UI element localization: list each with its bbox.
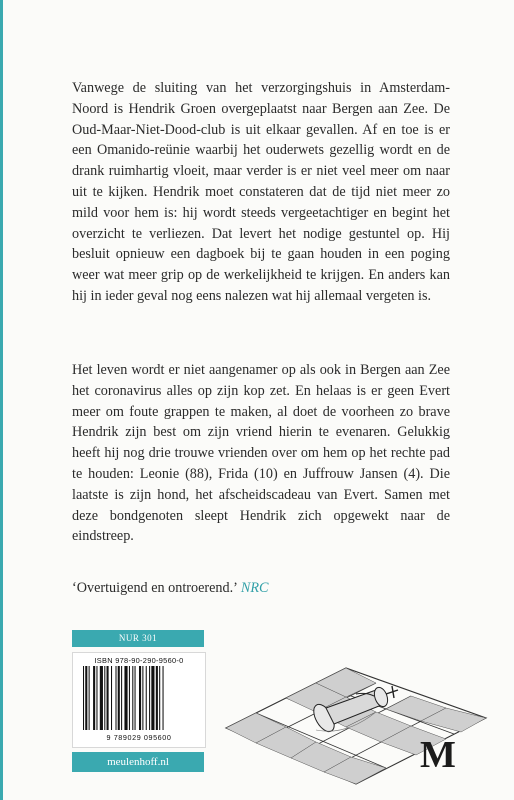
isbn-barcode [72, 652, 206, 748]
nur-code-label: NUR 301 [72, 630, 204, 647]
review-quote [72, 578, 268, 598]
isbn-number: ISBN 978-90-290-9560-0 [94, 656, 184, 665]
blurb-paragraph-2: Het leven wordt er niet aangenamer op als ook in Bergen aan Zee het coronavirus alles op zijn kop zet. En helaas is er geen Evert meer om foute grappen te maken, al doet de voorheen zo brave Hendrik zijn best om zijn vriend hierin te evenaren. Gelukkig heeft hij nog drie trouwe vrienden over om hem op het rechte pad te houden: Leonie (88), Frida (10) en Juffrouw Jansen (4). Die laatste is zijn hond, het afscheidscadeau van Evert. Samen met deze bondgenoten sleept Hendrik zich opgewekt naar de eindstreep. [72, 362, 450, 545]
blurb-paragraph-1: Vanwege de sluiting van het verzorgingshuis in Amsterdam-Noord is Hendrik Groen overgeplaatst naar Bergen aan Zee. De Oud-Maar-Niet-Dood-club is uit elkaar gevallen. Af en toe is er een Omanido-reünie waarbij het ouderwets gezellig wordt en de drank ruimhartig vloeit, maar verder is er niet veel meer om naar uit te kijken. Hendrik moet constateren dat de tijd niet meer zo mild voor hem is: hij wordt steeds vergeetachtiger en begint het overzicht te verliezen. Dat levert het nodige gestuntel op. Hij besluit opnieuw een dagboek bij te gaan houden in een poging weer wat meer grip op de werkelijkheid te krijgen. En anders kan hij in ieder geval nog eens nalezen wat hij allemaal vergeten is. [72, 80, 450, 304]
barcode-digits: 9 789029 095600 [106, 733, 172, 742]
publisher-website: meulenhoff.nl [72, 752, 204, 772]
review-quote-text: ‘Overtuigend en ontroerend.’ [72, 580, 238, 596]
spine-edge [0, 0, 3, 800]
publisher-logo: M [420, 734, 456, 776]
barcode-bars [83, 666, 195, 732]
review-source: NRC [240, 580, 269, 596]
